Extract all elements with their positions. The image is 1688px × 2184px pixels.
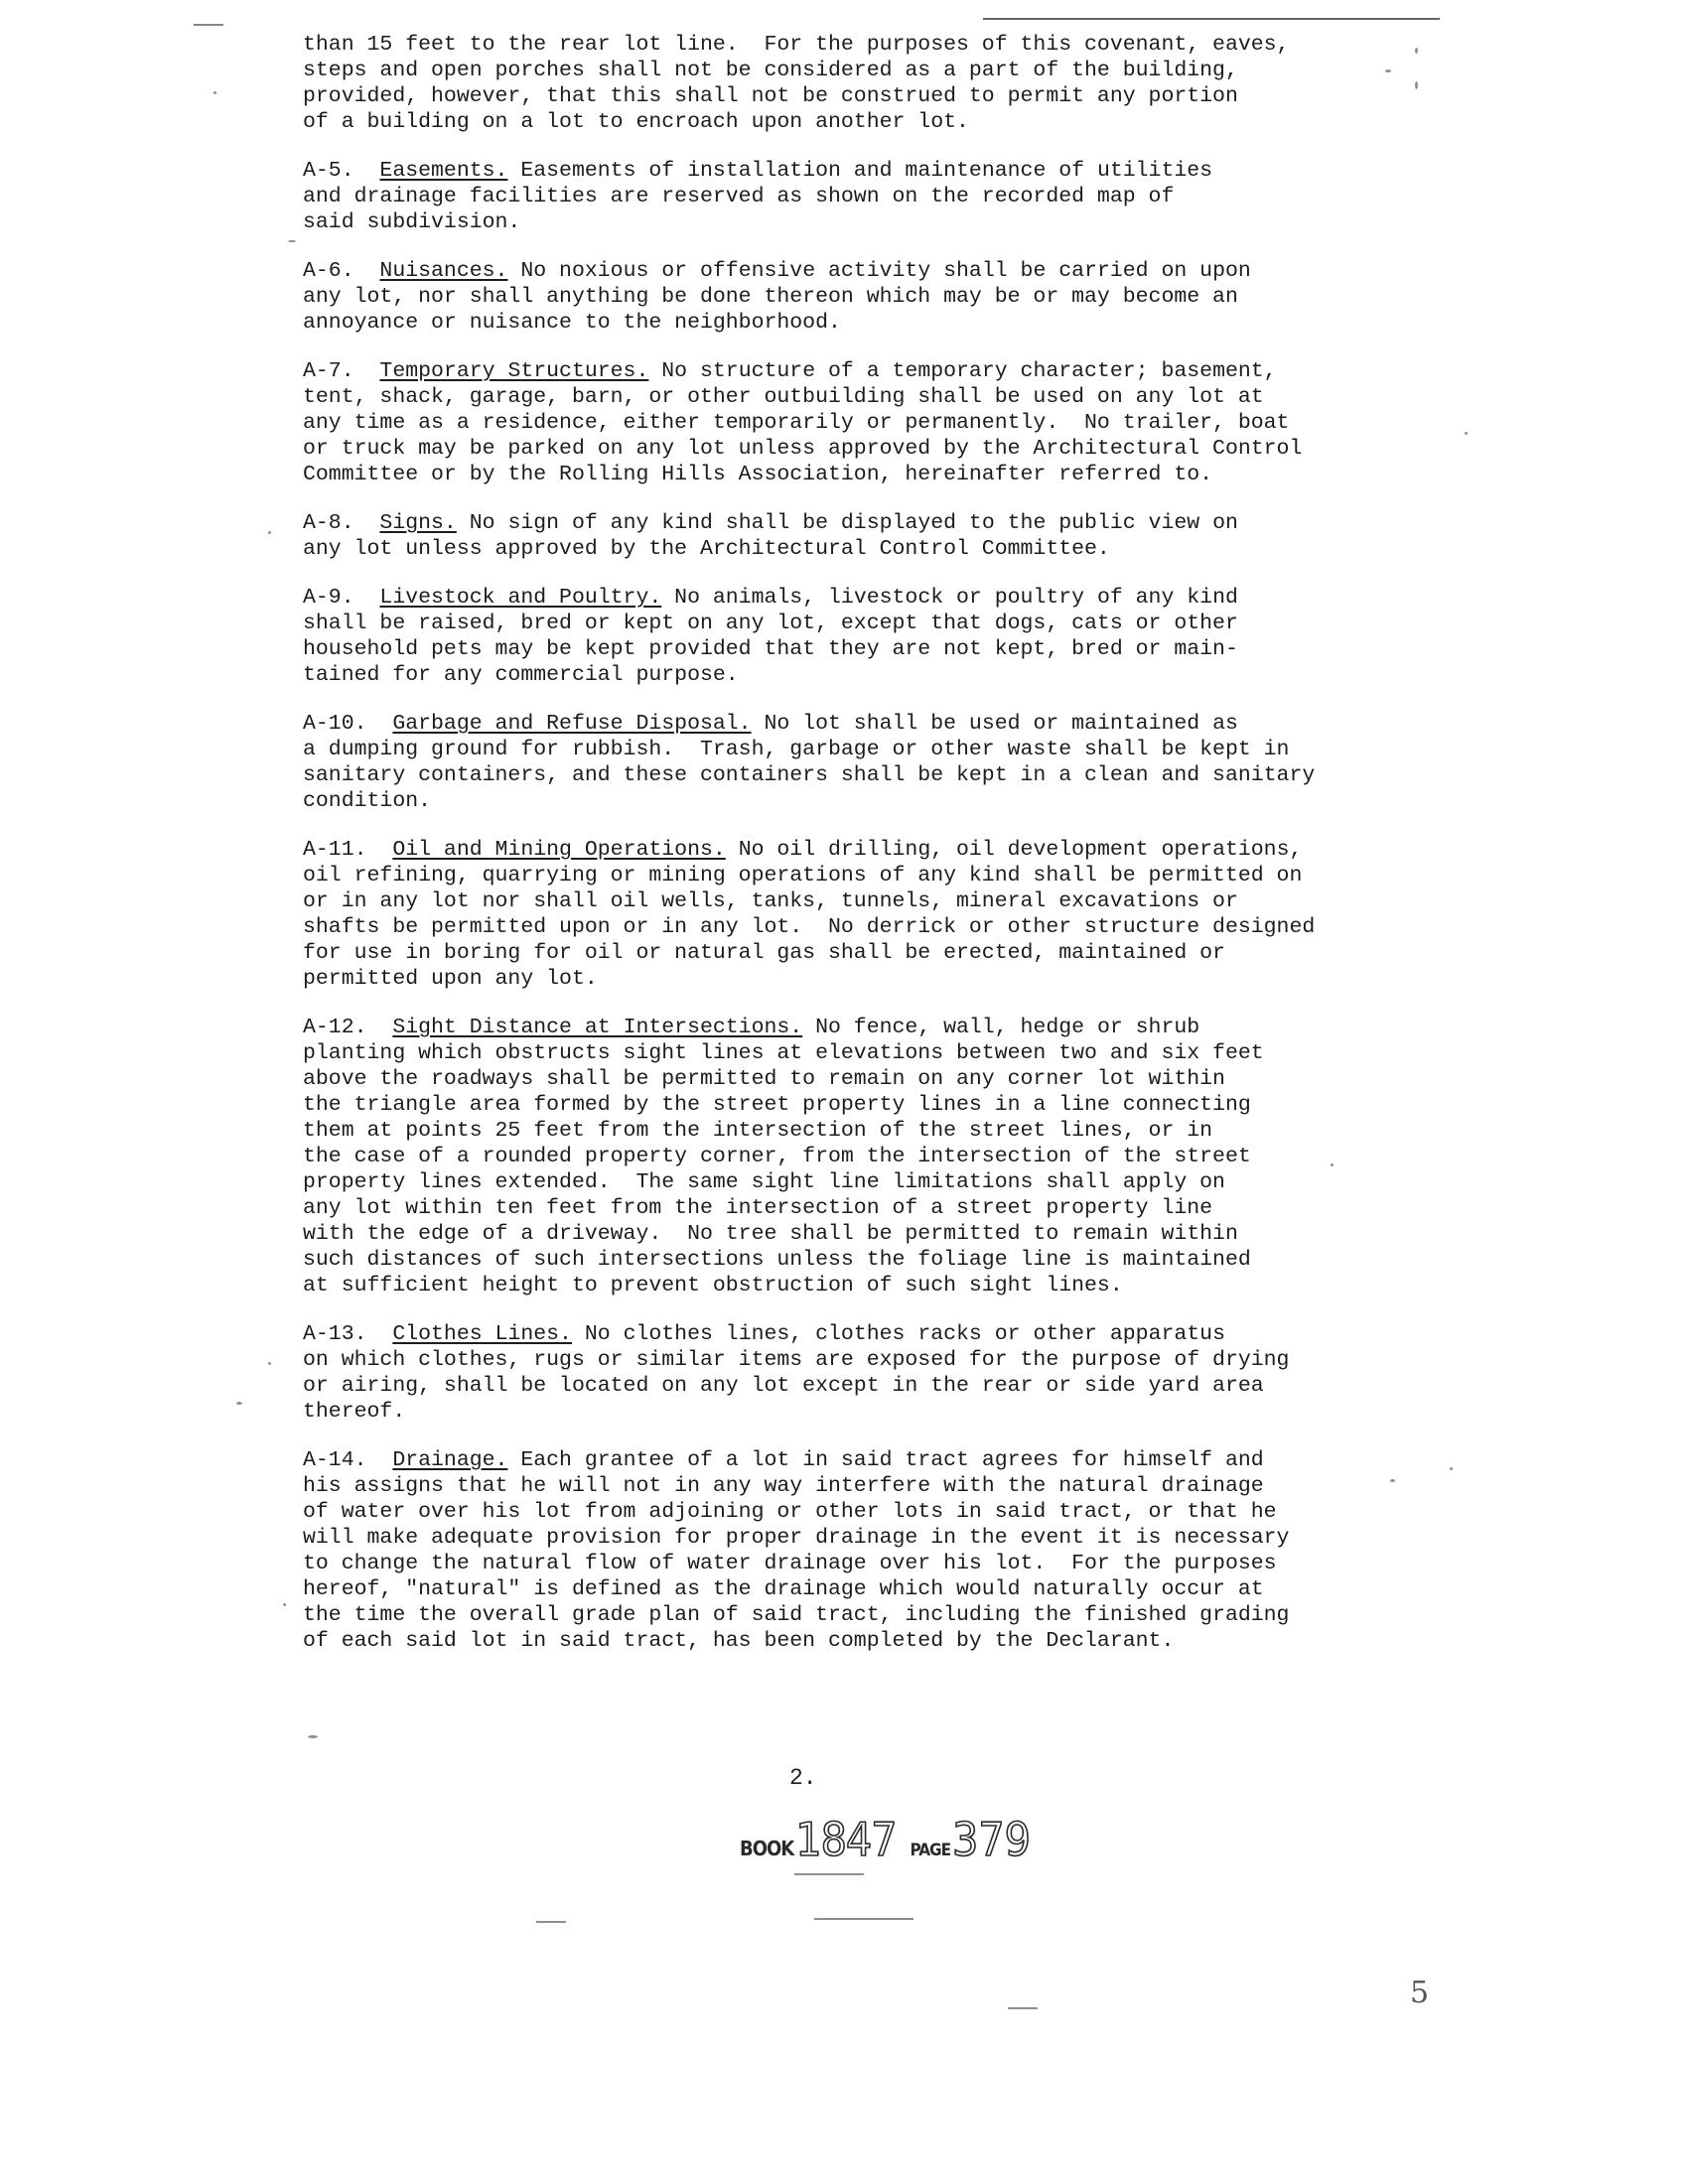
text-line: such distances of such intersections unless the foliage line is maintained: [303, 1248, 1251, 1272]
scan-mark: [794, 1873, 864, 1875]
text-line: said subdivision.: [303, 210, 521, 234]
scan-speck: [1465, 432, 1468, 435]
text-line: shafts be permitted upon or in any lot. No derrick or other structure designed: [303, 915, 1316, 939]
section-first-line-text: No sign of any kind shall be displayed to the public view on: [456, 511, 1238, 535]
section-number: A-14.: [303, 1448, 367, 1472]
section-first-line-text: No noxious or offensive activity shall be carried on upon: [507, 259, 1251, 283]
section-heading: Signs.: [379, 511, 457, 535]
stamp-book-number: 1847: [795, 1813, 897, 1866]
text-line: than 15 feet to the rear lot line. For the purposes of this covenant, eaves,: [303, 33, 1290, 57]
section-heading: Drainage.: [392, 1448, 508, 1472]
scan-speck: [1450, 1467, 1453, 1470]
scan-speck: [268, 531, 271, 534]
section-heading: Garbage and Refuse Disposal.: [392, 712, 752, 736]
text-line: his assigns that he will not in any way interfere with the natural drainage: [303, 1474, 1264, 1498]
text-line: of water over his lot from adjoining or other lots in said tract, or that he: [303, 1500, 1277, 1524]
paragraph-first-line: [303, 585, 1355, 611]
scan-speck: [308, 1735, 318, 1738]
scan-speck: [288, 240, 296, 242]
stamp-book-label: BOOK: [740, 1837, 794, 1860]
text-line: the triangle area formed by the street property lines in a line connecting: [303, 1093, 1251, 1117]
section-first-line-text: No clothes lines, clothes racks or other apparatus: [571, 1322, 1225, 1346]
corner-mark: 5: [1410, 1976, 1430, 2010]
text-line: any lot unless approved by the Architectural Control Committee.: [303, 537, 1110, 561]
paragraph-first-line: [303, 510, 1355, 536]
text-line: any time as a residence, either temporarily or permanently. No trailer, boat: [303, 411, 1290, 435]
text-line: hereof, "natural" is defined as the drainage which would naturally occur at: [303, 1577, 1264, 1601]
section-number: A-11.: [303, 838, 367, 862]
section-heading: Sight Distance at Intersections.: [392, 1016, 803, 1039]
text-line: household pets may be kept provided that they are not kept, bred or main-: [303, 637, 1238, 661]
scan-top-rule: [983, 18, 1440, 20]
scan-speck: [236, 1402, 242, 1405]
stamp-page-number: 379: [952, 1813, 1032, 1866]
text-line: of each said lot in said tract, has been completed by the Declarant.: [303, 1629, 1175, 1653]
paragraph-first-line: [303, 158, 1355, 184]
scan-speck: [1415, 48, 1418, 54]
scan-speck: [1390, 1479, 1395, 1482]
section-number: A-6.: [303, 259, 354, 283]
section-number: A-8.: [303, 511, 354, 535]
text-line: or airing, shall be located on any lot except in the rear or side yard area: [303, 1374, 1264, 1398]
paragraph-continuation: [303, 32, 1355, 135]
paragraph-a5: [303, 158, 1355, 235]
paragraph-a7: [303, 358, 1355, 487]
section-heading: Oil and Mining Operations.: [392, 838, 726, 862]
text-line: any lot, nor shall anything be done thereon which may be or may become an: [303, 285, 1238, 309]
text-line: them at points 25 feet from the intersection of the street lines, or in: [303, 1119, 1213, 1143]
paragraph-first-line: [303, 1321, 1355, 1347]
text-line: or truck may be parked on any lot unless approved by the Architectural Control: [303, 437, 1303, 461]
scan-speck: [283, 1603, 286, 1606]
text-line: a dumping ground for rubbish. Trash, garbage or other waste shall be kept in: [303, 738, 1290, 761]
section-heading: Clothes Lines.: [392, 1322, 572, 1346]
paragraph-a10: [303, 711, 1355, 814]
paragraph-a11: [303, 837, 1355, 992]
section-number: A-7.: [303, 359, 354, 383]
section-first-line-text: No fence, wall, hedge or shrub: [802, 1016, 1200, 1039]
text-line: property lines extended. The same sight line limitations shall apply on: [303, 1170, 1225, 1194]
text-line: with the edge of a driveway. No tree shall be permitted to remain within: [303, 1222, 1238, 1246]
text-line: oil refining, quarrying or mining operations of any kind shall be permitted on: [303, 864, 1303, 887]
text-line: sanitary containers, and these containers shall be kept in a clean and sanitary: [303, 763, 1316, 787]
text-line: tained for any commercial purpose.: [303, 663, 739, 687]
text-line: provided, however, that this shall not be construed to permit any portion: [303, 84, 1238, 108]
paragraph-first-line: [303, 358, 1355, 384]
text-line: any lot within ten feet from the intersection of a street property line: [303, 1196, 1213, 1220]
text-line: will make adequate provision for proper drainage in the event it is necessary: [303, 1526, 1290, 1550]
paragraph-first-line: [303, 837, 1355, 863]
text-line: above the roadways shall be permitted to remain on any corner lot within: [303, 1067, 1225, 1091]
text-line: Committee or by the Rolling Hills Association, hereinafter referred to.: [303, 463, 1213, 486]
section-first-line-text: No lot shall be used or maintained as: [751, 712, 1238, 736]
scan-speck: [1385, 69, 1391, 72]
paragraph-first-line: [303, 1447, 1355, 1473]
section-first-line-text: No oil drilling, oil development operations,: [725, 838, 1303, 862]
recording-stamp: [740, 1813, 1031, 1866]
paragraph-first-line: [303, 258, 1355, 284]
paragraph-a14: [303, 1447, 1355, 1654]
text-line: at sufficient height to prevent obstruction of such sight lines.: [303, 1274, 1123, 1297]
text-line: tent, shack, garage, barn, or other outbuilding shall be used on any lot at: [303, 385, 1264, 409]
text-line: for use in boring for oil or natural gas shall be erected, maintained or: [303, 941, 1225, 965]
section-heading: Temporary Structures.: [379, 359, 649, 383]
text-line: the time the overall grade plan of said tract, including the finished grading: [303, 1603, 1290, 1627]
section-first-line-text: No structure of a temporary character; basement,: [648, 359, 1277, 383]
text-line: permitted upon any lot.: [303, 967, 598, 991]
paragraph-a6: [303, 258, 1355, 336]
text-line: of a building on a lot to encroach upon another lot.: [303, 110, 969, 134]
paragraph-first-line: [303, 1015, 1355, 1040]
section-heading: Nuisances.: [379, 259, 508, 283]
text-line: or in any lot nor shall oil wells, tanks, tunnels, mineral excavations or: [303, 889, 1238, 913]
stamp-page-label: PAGE: [910, 1841, 951, 1860]
paragraph-first-line: [303, 711, 1355, 737]
section-number: A-13.: [303, 1322, 367, 1346]
paragraph-a12: [303, 1015, 1355, 1298]
scan-speck: [1415, 81, 1418, 89]
text-line: condition.: [303, 789, 432, 813]
text-line: thereof.: [303, 1400, 406, 1424]
scan-mark: [194, 24, 223, 26]
text-line: on which clothes, rugs or similar items are exposed for the purpose of drying: [303, 1348, 1290, 1372]
document-body: [303, 32, 1355, 1677]
scan-mark: [1008, 2007, 1038, 2009]
paragraph-a8: [303, 510, 1355, 562]
text-line: planting which obstructs sight lines at elevations between two and six feet: [303, 1041, 1264, 1065]
section-number: A-5.: [303, 159, 354, 183]
section-heading: Livestock and Poultry.: [379, 586, 662, 610]
section-first-line-text: Easements of installation and maintenance of utilities: [507, 159, 1213, 183]
scan-mark: [536, 1921, 566, 1923]
text-line: shall be raised, bred or kept on any lot, except that dogs, cats or other: [303, 612, 1238, 635]
scan-speck: [213, 91, 216, 94]
paragraph-a13: [303, 1321, 1355, 1425]
section-first-line-text: Each grantee of a lot in said tract agrees for himself and: [507, 1448, 1264, 1472]
section-number: A-12.: [303, 1016, 367, 1039]
section-first-line-text: No animals, livestock or poultry of any kind: [661, 586, 1238, 610]
scan-mark: [814, 1918, 914, 1920]
section-heading: Easements.: [379, 159, 508, 183]
section-number: A-10.: [303, 712, 367, 736]
text-line: annoyance or nuisance to the neighborhood.: [303, 311, 841, 335]
paragraph-a9: [303, 585, 1355, 688]
text-line: steps and open porches shall not be considered as a part of the building,: [303, 59, 1238, 82]
text-line: the case of a rounded property corner, from the intersection of the street: [303, 1145, 1251, 1168]
scan-speck: [268, 1362, 271, 1365]
section-number: A-9.: [303, 586, 354, 610]
text-line: to change the natural flow of water drainage over his lot. For the purposes: [303, 1552, 1277, 1575]
page-number: 2.: [789, 1765, 817, 1791]
text-line: and drainage facilities are reserved as shown on the recorded map of: [303, 185, 1175, 208]
